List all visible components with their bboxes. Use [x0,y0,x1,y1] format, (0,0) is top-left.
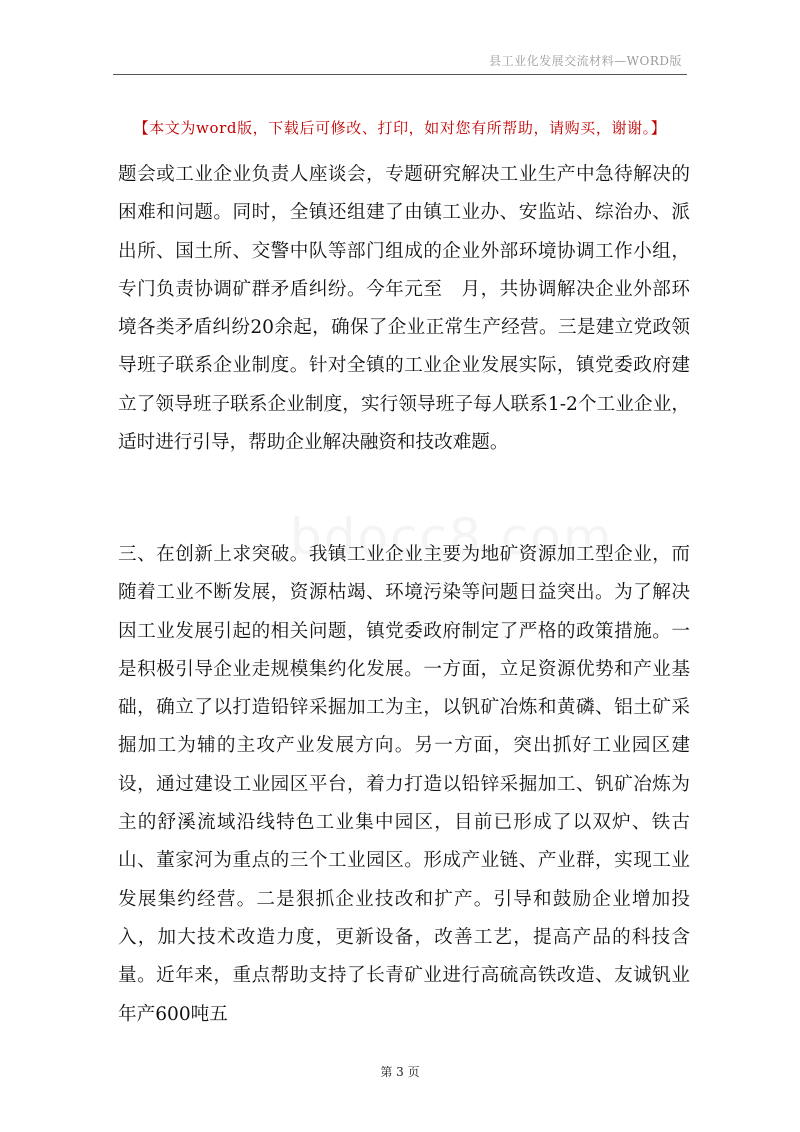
header-divider [113,74,687,75]
download-notice: 【本文为word版，下载后可修改、打印，如对您有所帮助，请购买，谢谢。】 [133,119,667,137]
page-number: 第 3 页 [380,1065,420,1079]
body-paragraph: 三、在创新上求突破。我镇工业企业主要为地矿资源加工型企业，而随着工业不断发展，资源枯竭、环境污染等问题日益突出。为了解决因工业发展引起的相关问题，镇党委政府制定了严格的政策措施。一是积极引导企业走规模集约化发展。一方面，立足资源优势和产业基础，确立了以打造铅锌采掘加工为主，以钒矿冶炼和黄磷、铝土矿采掘加工为辅的主攻产业发展方向。另一方面，突出抓好工业园区建设，通过建设工业园区平台，着力打造以铅锌采掘加工、钒矿冶炼为主的舒溪流域沿线特色工业集中园区，目前已形成了以双炉、铁古山、董家河为重点的三个工业园区。形成产业链、产业群，实现工业发展集约经营。二是狠抓企业技改和扩产。引导和鼓励企业增加投入，加大技术改造力度，更新设备，改善工艺，提高产品的科技含量。近年来，重点帮助支持了长青矿业进行高硫高铁改造、友诚钒业年产600吨五 [118,544,690,1025]
page-header-title: 县工业化发展交流材料—WORD版 [489,54,682,68]
body-paragraph: 题会或工业企业负责人座谈会，专题研究解决工业生产中急待解决的困难和问题。同时，全镇还组建了由镇工业办、安监站、综治办、派出所、国土所、交警中队等部门组成的企业外部环境协调工作小组，专门负责协调矿群矛盾纠纷。今年元至 月，共协调解决企业外部环境各类矛盾纠纷20余起，确保了企业正常生产经营。三是建立党政领导班子联系企业制度。针对全镇的工业企业发展实际，镇党委政府建立了领导班子联系企业制度，实行领导班子每人联系1-2个工业企业，适时进行引导，帮助企业解决融资和技改难题。 [118,164,690,454]
